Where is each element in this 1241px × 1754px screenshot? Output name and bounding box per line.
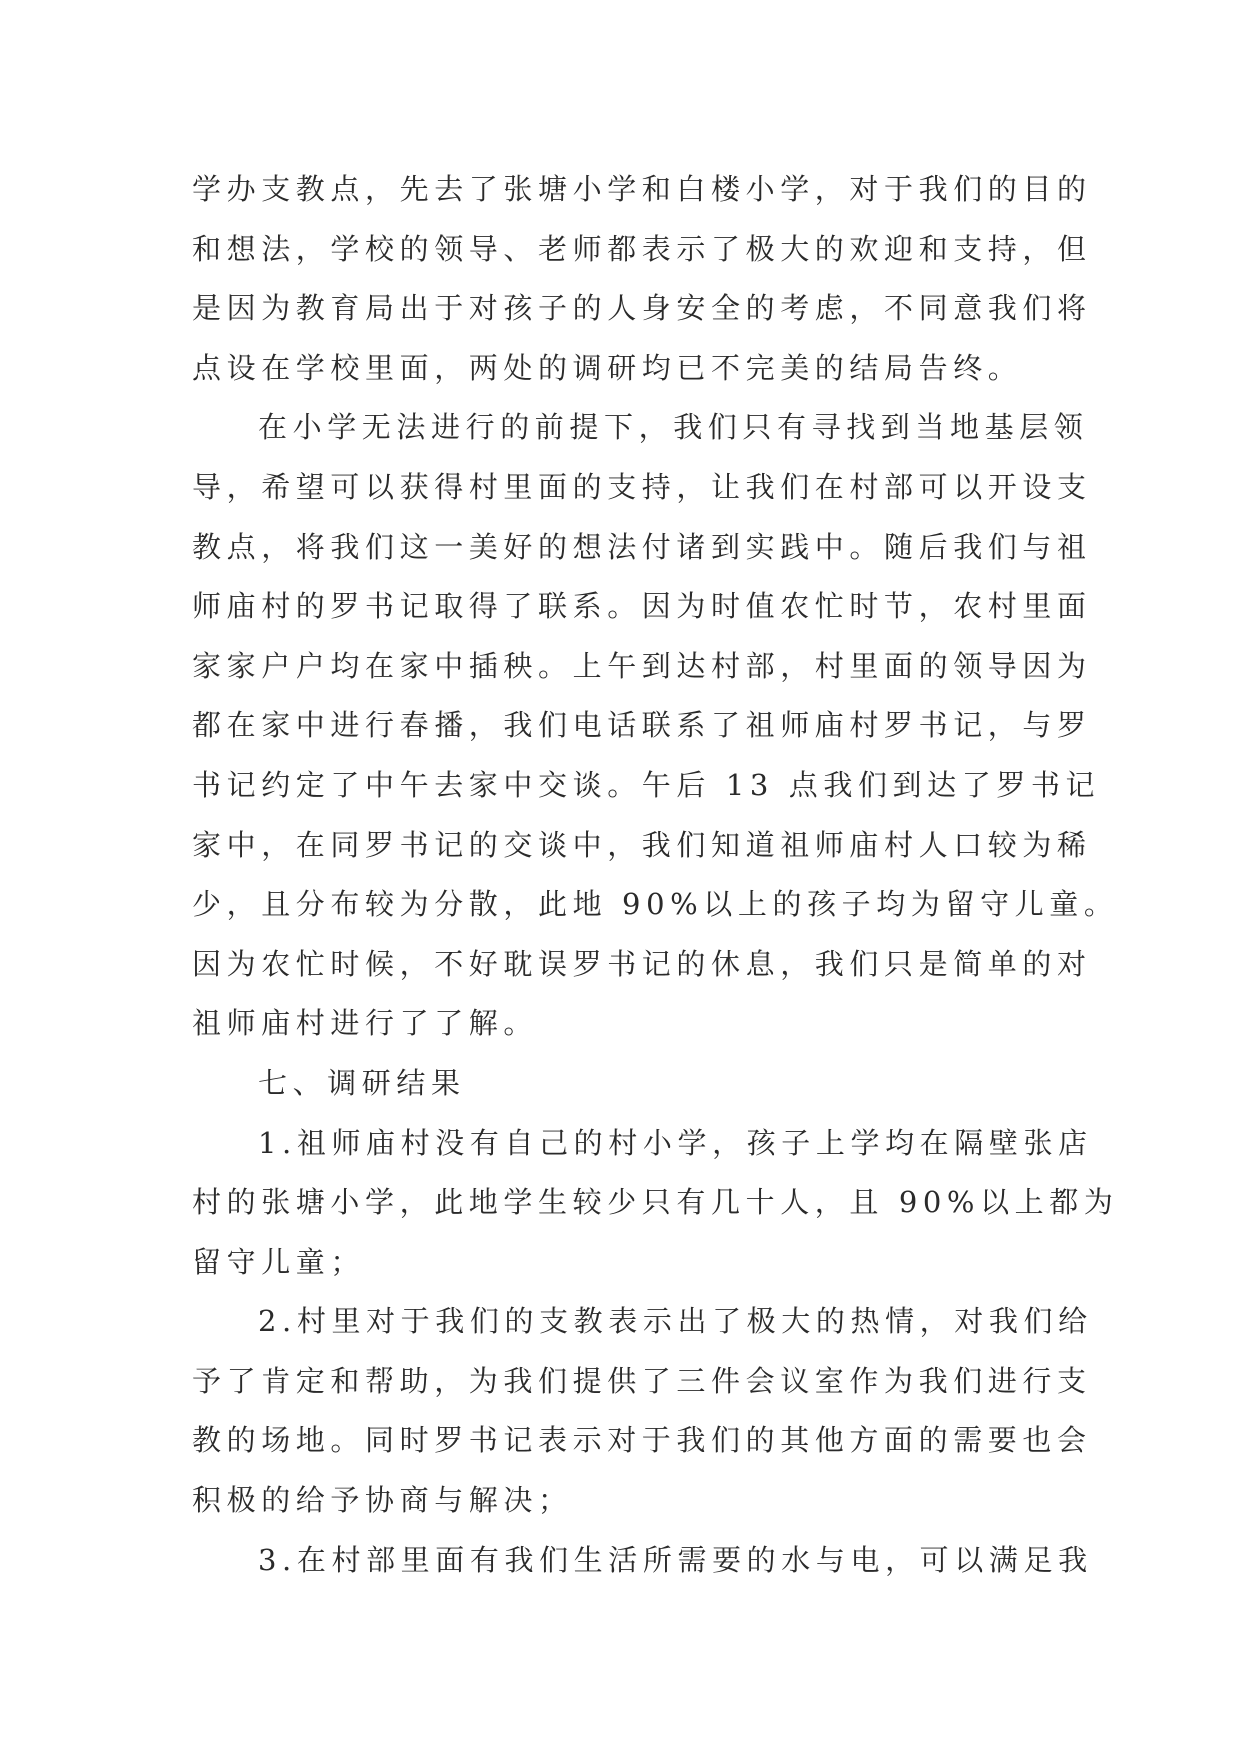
- text-line: 都在家中进行春播，我们电话联系了祖师庙村罗书记，与罗: [192, 708, 1092, 743]
- text-line: 积极的给予协商与解决；: [192, 1483, 573, 1518]
- text-line: 1.祖师庙村没有自己的村小学，孩子上学均在隔壁张店: [258, 1125, 1093, 1160]
- text-line: 和想法，学校的领导、老师都表示了极大的欢迎和支持，但: [192, 231, 1092, 266]
- text-line: 予了肯定和帮助，为我们提供了三件会议室作为我们进行支: [192, 1363, 1092, 1398]
- section-heading: 七、调研结果: [258, 1065, 466, 1100]
- text-line: 少，且分布较为分散，此地 90%以上的孩子均为留守儿童。: [192, 887, 1119, 922]
- text-line: 3.在村部里面有我们生活所需要的水与电，可以满足我: [258, 1542, 1093, 1577]
- text-line: 村的张塘小学，此地学生较少只有几十人，且 90%以上都为: [192, 1185, 1119, 1220]
- text-line: 在小学无法进行的前提下，我们只有寻找到当地基层领: [258, 410, 1089, 445]
- text-line: 教的场地。同时罗书记表示对于我们的其他方面的需要也会: [192, 1423, 1092, 1458]
- text-line: 学办支教点，先去了张塘小学和白楼小学，对于我们的目的: [192, 172, 1092, 206]
- document-body: [192, 160, 1119, 1590]
- text-line: 祖师庙村进行了了解。: [192, 1006, 539, 1041]
- text-line: 留守儿童；: [192, 1244, 366, 1279]
- text-line: 家家户户均在家中插秧。上午到达村部，村里面的领导因为: [192, 648, 1092, 683]
- text-line: 书记约定了中午去家中交谈。午后 13 点我们到达了罗书记: [192, 767, 1101, 802]
- text-line: 教点，将我们这一美好的想法付诸到实践中。随后我们与祖: [192, 529, 1092, 564]
- text-line: 因为农忙时候，不好耽误罗书记的休息，我们只是简单的对: [192, 946, 1092, 981]
- text-line: 家中，在同罗书记的交谈中，我们知道祖师庙村人口较为稀: [192, 827, 1092, 862]
- text-line: 师庙村的罗书记取得了联系。因为时值农忙时节，农村里面: [192, 589, 1092, 624]
- text-line: 是因为教育局出于对孩子的人身安全的考虑，不同意我们将: [192, 291, 1092, 326]
- text-line: 2.村里对于我们的支教表示出了极大的热情，对我们给: [258, 1304, 1093, 1339]
- text-line: 导，希望可以获得村里面的支持，让我们在村部可以开设支: [192, 469, 1092, 504]
- text-line: 点设在学校里面，两处的调研均已不完美的结局告终。: [192, 350, 1023, 385]
